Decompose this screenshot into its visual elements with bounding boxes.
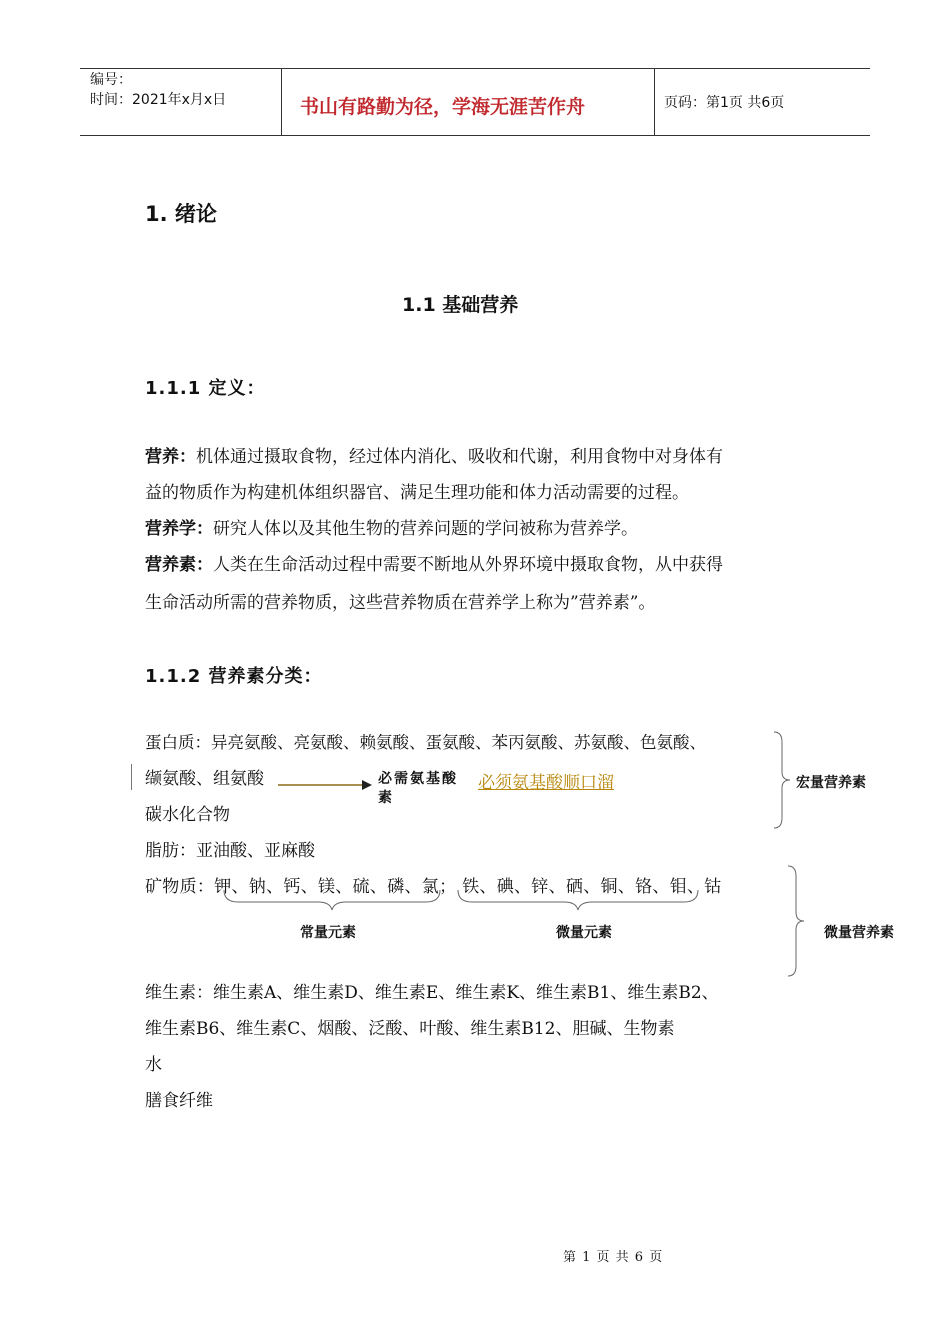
chapter-title: 1. 绪论 — [145, 202, 217, 226]
text-cursor — [131, 764, 132, 790]
nutrient-text-1: 人类在生命活动过程中需要不断地从外界环境中摄取食物，从中获得 — [213, 555, 723, 575]
classification-heading: 1.1.2 营养素分类： — [145, 666, 323, 687]
trace-element-brace-icon — [456, 888, 700, 912]
vitamin-line-2: 维生素B6、维生素C、烟酸、泛酸、叶酸、维生素B12、胆碱、生物素 — [145, 1019, 675, 1039]
minerals-line: 矿物质：钾、钠、钙、镁、硫、磷、氯； 铁、碘、锌、硒、铜、铬、钼、钴 — [145, 877, 722, 897]
protein-line-2: 缬氨酸、组氨酸 — [145, 769, 264, 789]
nutrient-text-2: 生命活动所需的营养物质，这些营养物质在营养学上称为”营养素”。 — [145, 593, 656, 613]
mnemonic-link[interactable]: 必须氨基酸顺口溜 — [478, 773, 614, 793]
nutrient-term: 营养素： — [145, 555, 213, 575]
definition-heading: 1.1.1 定义： — [145, 378, 266, 399]
footer-page-number: 第 1 页 共 6 页 — [563, 1250, 664, 1265]
essential-amino-acid-label: 必需氨基酸 — [378, 771, 458, 787]
nutrient-definition — [145, 548, 723, 582]
macro-element-brace-icon — [222, 888, 442, 912]
document-date-label: 时间：2021年x月x日 — [90, 92, 227, 108]
dietary-fiber: 膳食纤维 — [145, 1091, 213, 1111]
vitamin-line-1: 维生素：维生素A、维生素D、维生素E、维生素K、维生素B1、维生素B2、 — [145, 983, 719, 1003]
macronutrient-brace-icon — [772, 730, 794, 830]
protein-line-1: 蛋白质：异亮氨酸、亮氨酸、赖氨酸、蛋氨酸、苯丙氨酸、苏氨酸、色氨酸、 — [145, 733, 706, 752]
macro-elements-label: 常量元素 — [300, 925, 356, 941]
header-motto: 书山有路勤为径，学海无涯苦作舟 — [300, 96, 586, 118]
nutrition-text-1: 机体通过摄取食物，经过体内消化、吸收和代谢，利用食物中对身体有 — [196, 447, 723, 467]
macronutrients-label: 宏量营养素 — [796, 775, 866, 791]
nutriology-term: 营养学： — [145, 519, 213, 539]
section-title: 1.1 基础营养 — [402, 294, 519, 316]
fat-line: 脂肪：亚油酸、亚麻酸 — [145, 841, 315, 861]
micronutrients-label: 微量营养素 — [824, 925, 894, 941]
essential-amino-acid-label-cont: 素 — [378, 790, 392, 806]
nutriology-text: 研究人体以及其他生物的营养问题的学问被称为营养学。 — [213, 519, 638, 539]
document-number-label: 编号： — [90, 72, 132, 88]
trace-elements-label: 微量元素 — [556, 925, 612, 941]
nutrition-definition — [145, 440, 723, 474]
water: 水 — [145, 1055, 162, 1075]
header-page-info: 页码：第1页 共6页 — [664, 95, 785, 111]
micronutrient-brace-icon — [786, 864, 808, 978]
nutrition-term: 营养： — [145, 447, 196, 467]
carbohydrates: 碳水化合物 — [145, 805, 230, 825]
nutrition-text-2: 益的物质作为构建机体组织器官、满足生理功能和体力活动需要的过程。 — [145, 483, 689, 503]
nutriology-definition — [145, 512, 638, 546]
arrow-icon — [276, 778, 376, 792]
